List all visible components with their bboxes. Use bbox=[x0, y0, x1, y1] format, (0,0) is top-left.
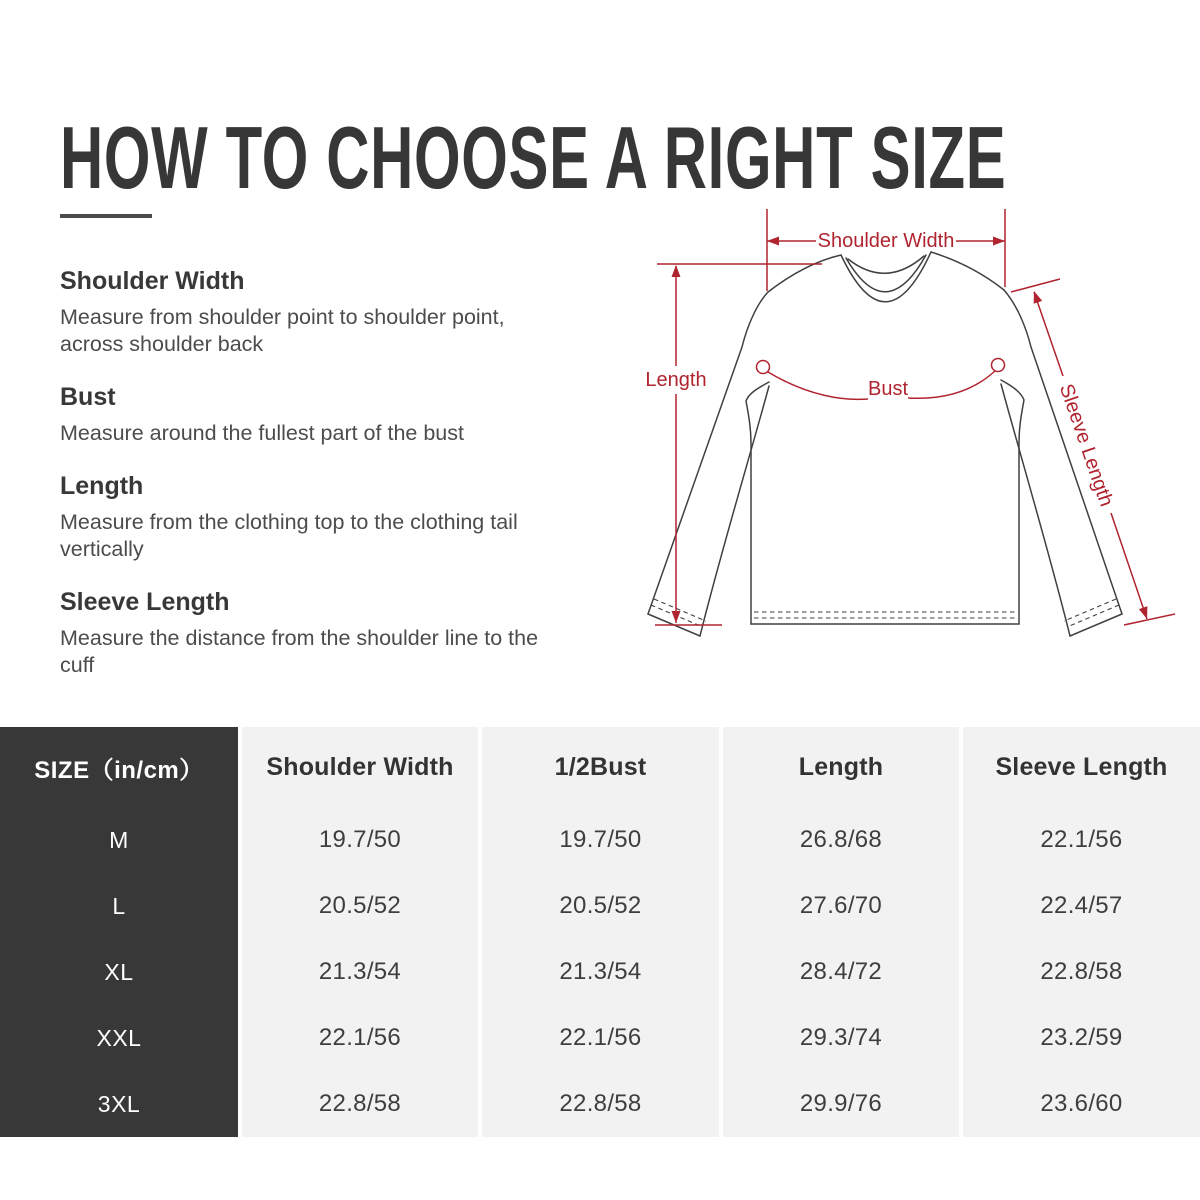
cell-value: 29.3/74 bbox=[799, 1024, 883, 1051]
size-table-header-shoulder-width bbox=[242, 727, 478, 807]
table-cell bbox=[723, 1071, 959, 1137]
cell-value: 22.1/56 bbox=[559, 1024, 642, 1051]
table-row-size bbox=[0, 807, 238, 873]
guide-heading: Bust bbox=[60, 383, 116, 411]
size-table bbox=[0, 727, 1200, 1137]
size-label: M bbox=[109, 826, 129, 853]
table-cell bbox=[242, 873, 478, 939]
guide-line: across shoulder back bbox=[60, 332, 264, 356]
table-cell bbox=[963, 1005, 1200, 1071]
shirt-outline bbox=[648, 252, 1122, 636]
column-header-label: Shoulder Width bbox=[266, 752, 454, 781]
guide-heading: Shoulder Width bbox=[60, 267, 245, 295]
guide-heading: Length bbox=[60, 472, 144, 500]
table-cell bbox=[242, 807, 478, 873]
cell-value: 22.8/58 bbox=[1040, 958, 1123, 985]
cell-value: 21.3/54 bbox=[318, 958, 402, 985]
guide-section-sleeve-length bbox=[60, 587, 565, 679]
diagram-label-length: Length bbox=[645, 369, 707, 391]
cell-value: 28.4/72 bbox=[799, 958, 883, 985]
size-label: XXL bbox=[96, 1024, 142, 1051]
cell-value: 19.7/50 bbox=[559, 826, 642, 853]
table-row-size bbox=[0, 939, 238, 1005]
size-table-header-sleeve-length bbox=[963, 727, 1200, 807]
column-header-label: Length bbox=[798, 752, 884, 781]
cell-value: 22.1/56 bbox=[1040, 826, 1123, 853]
cell-value: 27.6/70 bbox=[799, 892, 883, 919]
size-label: XL bbox=[104, 958, 134, 985]
guide-heading: Sleeve Length bbox=[60, 588, 230, 616]
size-table-header-bust bbox=[482, 727, 719, 807]
guide-line: vertically bbox=[60, 537, 144, 561]
guide-line: Measure around the fullest part of the bust bbox=[60, 421, 464, 445]
table-cell bbox=[242, 1005, 478, 1071]
shirt-measurement-diagram bbox=[630, 195, 1180, 665]
guide-section-length bbox=[60, 471, 565, 563]
cell-value: 19.7/50 bbox=[318, 826, 402, 853]
title-underline bbox=[60, 214, 152, 218]
table-cell bbox=[963, 939, 1200, 1005]
cell-value: 20.5/52 bbox=[318, 892, 402, 919]
guide-section-bust bbox=[60, 382, 565, 447]
guide-line: Measure from the clothing top to the clothing tail bbox=[60, 510, 518, 534]
guide-line: Measure from shoulder point to shoulder point, bbox=[60, 305, 505, 329]
guide-line: Measure the distance from the shoulder line to the cuff bbox=[60, 626, 539, 677]
column-header-label: Sleeve Length bbox=[995, 752, 1168, 781]
table-cell bbox=[242, 939, 478, 1005]
cell-value: 22.8/58 bbox=[318, 1090, 402, 1117]
size-table-header-size bbox=[0, 727, 238, 807]
table-cell bbox=[723, 873, 959, 939]
diagram-label-bust: Bust bbox=[867, 378, 909, 400]
column-header-label: 1/2Bust bbox=[554, 752, 647, 781]
table-row-size bbox=[0, 1005, 238, 1071]
cell-value: 29.9/76 bbox=[799, 1090, 883, 1117]
cell-value: 23.6/60 bbox=[1040, 1090, 1123, 1117]
cell-value: 22.8/58 bbox=[559, 1090, 642, 1117]
cell-value: 26.8/68 bbox=[799, 826, 883, 853]
table-cell bbox=[482, 1005, 719, 1071]
table-cell bbox=[723, 1005, 959, 1071]
cell-value: 21.3/54 bbox=[559, 958, 642, 985]
size-label: L bbox=[112, 892, 126, 919]
shirt-stitching bbox=[651, 599, 1119, 627]
table-row-size bbox=[0, 1071, 238, 1137]
cell-value: 22.1/56 bbox=[318, 1024, 402, 1051]
measure-guide bbox=[60, 266, 565, 703]
size-label: 3XL bbox=[97, 1090, 141, 1117]
table-cell bbox=[963, 1071, 1200, 1137]
cell-value: 20.5/52 bbox=[559, 892, 642, 919]
diagram-label-shoulder-width: Shoulder Width bbox=[817, 230, 955, 252]
table-cell bbox=[482, 1071, 719, 1137]
table-cell bbox=[963, 807, 1200, 873]
cell-value: 22.4/57 bbox=[1040, 892, 1123, 919]
table-cell bbox=[482, 807, 719, 873]
table-cell bbox=[723, 939, 959, 1005]
diagram-label-sleeve-length: Sleeve Length bbox=[1054, 381, 1118, 510]
table-cell bbox=[723, 807, 959, 873]
table-cell bbox=[482, 873, 719, 939]
size-header-label: SIZE（in/cm） bbox=[34, 756, 204, 784]
table-cell bbox=[963, 873, 1200, 939]
page-title: HOW TO CHOOSE A RIGHT SIZE bbox=[60, 108, 1007, 207]
table-cell bbox=[482, 939, 719, 1005]
cell-value: 23.2/59 bbox=[1040, 1024, 1123, 1051]
guide-section-shoulder-width bbox=[60, 266, 565, 358]
table-cell bbox=[242, 1071, 478, 1137]
table-row-size bbox=[0, 873, 238, 939]
size-table-header-length bbox=[723, 727, 959, 807]
